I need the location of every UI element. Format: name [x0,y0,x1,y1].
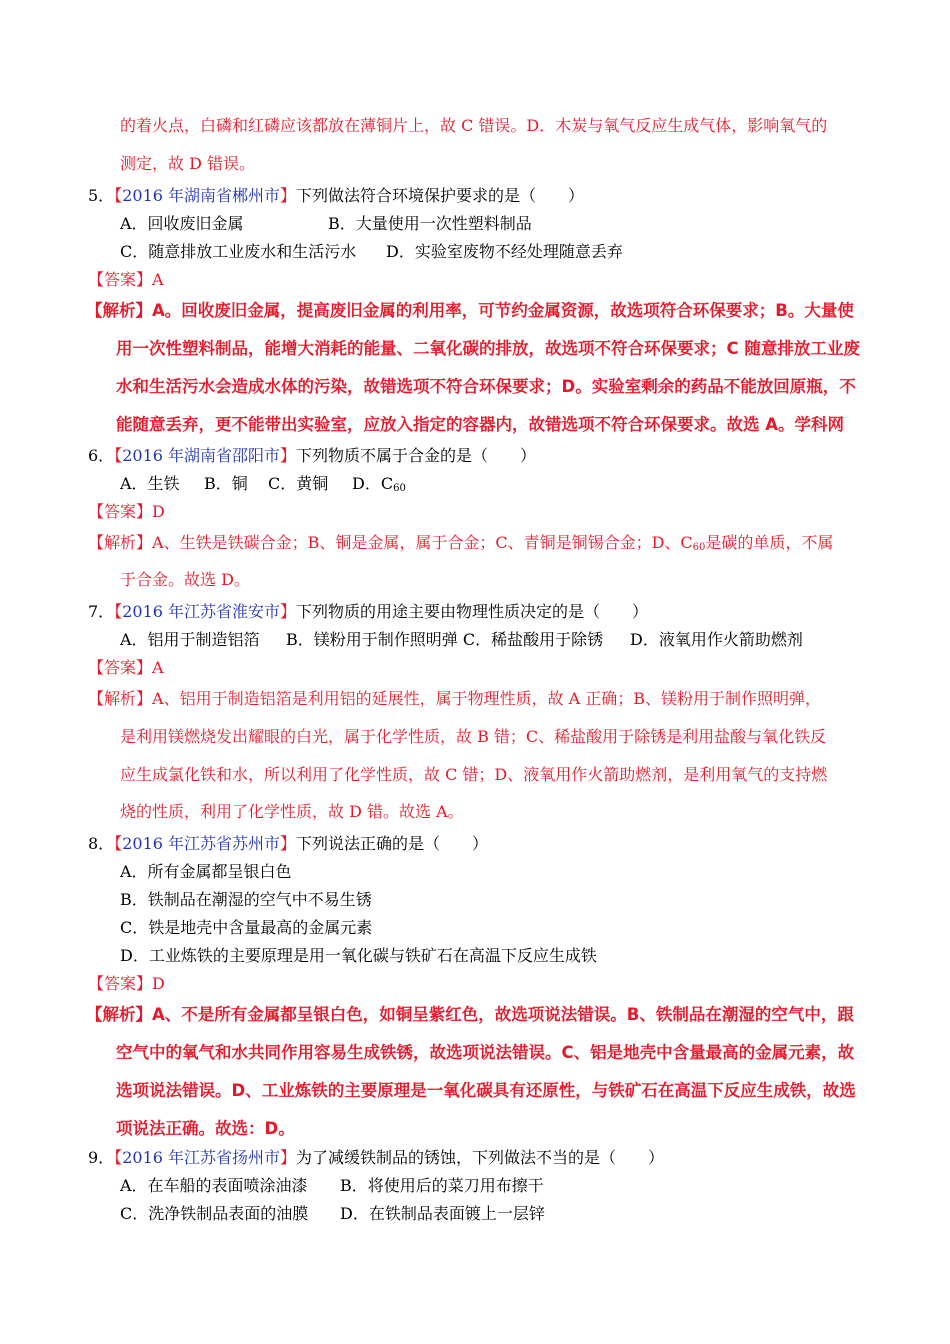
option-b: B．铜 [204,474,248,493]
question-text: 下列物质的用途主要由物理性质决定的是（ ） [296,602,649,621]
option-b: B．将使用后的菜刀用布擦干 [340,1176,544,1195]
answer-value: D [152,502,165,521]
question-5-explanation-line-2: 用一次性塑料制品，能增大消耗的能量、二氧化碳的排放，故选项不符合环保要求；C 随意排放工业废 [116,339,860,358]
option-d: D．液氧用作火箭助燃剂 [630,630,803,649]
question-source: 2016 年湖南省郴州市 [122,186,281,205]
option-a: A．铝用于制造铝箔 [120,630,260,649]
option-d: D．$C_{60}$ [352,474,406,494]
option-b: B．大量使用一次性塑料制品 [328,214,532,233]
question-number: 5． [88,186,115,205]
question-6-explanation-line-2: 于合金。故选 D。 [120,570,250,589]
question-text: 为了减缓铁制品的锈蚀，下列做法不当的是（ ） [296,1148,665,1167]
question-text: 下列说法正确的是（ ） [296,834,489,853]
question-source: 2016 年湖南省邵阳市 [122,446,281,465]
question-7-explanation-line-4: 烧的性质，利用了化学性质，故 D 错。故选 A。 [120,802,464,821]
question-number: 7． [88,602,115,621]
option-a: A．在车船的表面喷涂油漆 [120,1176,308,1195]
question-5-options-row-2 [120,242,623,262]
question-source: 2016 年江苏省淮安市 [122,602,281,621]
option-a: A．回收废旧金属 [120,214,244,233]
question-5-answer: 【答案】A [88,270,164,289]
question-9-options-row-2 [120,1204,545,1224]
prev-explanation-line-2: 测定，故 D 错误。 [120,154,256,173]
question-7-stem: 7．【2016 年江苏省淮安市】下列物质的用途主要由物理性质决定的是（ ） [88,602,649,621]
option-d: D．在铁制品表面镀上一层锌 [340,1204,545,1223]
question-5-explanation-line-3: 水和生活污水会造成水体的污染，故错选项不符合环保要求；D。实验室剩余的药品不能放回原瓶，不 [116,377,856,396]
question-5-explanation-line-4: 能随意丢弃，更不能带出实验室，应放入指定的容器内，故错选项不符合环保要求。故选 A。学科网 [116,415,845,434]
question-6-answer: 【答案】D [88,502,165,521]
answer-value: A [152,270,164,289]
question-7-explanation-line-3: 应生成氯化铁和水，所以利用了化学性质，故 C 错；D、液氧用作火箭助燃剂，是利用氧气的支持燃 [120,765,828,784]
question-7-explanation-line-2: 是利用镁燃烧发出耀眼的白光，属于化学性质，故 B 错；C、稀盐酸用于除锈是利用盐酸与氧化铁反 [120,727,827,746]
question-number: 8． [88,834,115,853]
question-8-explanation-line-1: 【解析】A、不是所有金属都呈银白色，如铜呈紫红色，故选项说法错误。B、铁制品在潮湿的空气中，跟 [86,1005,854,1024]
option-c: C．铁是地壳中含量最高的金属元素 [120,918,373,937]
question-9-options-row-1 [120,1176,544,1196]
question-source: 2016 年江苏省苏州市 [122,834,281,853]
question-8-explanation-line-3: 选项说法错误。D、工业炼铁的主要原理是一氧化碳具有还原性，与铁矿石在高温下反应生成铁，故选 [116,1081,856,1100]
question-5-stem: 5．【2016 年湖南省郴州市】下列做法符合环境保护要求的是（ ） [88,186,585,205]
question-6-stem: 6．【2016 年湖南省邵阳市】下列物质不属于合金的是（ ） [88,446,537,465]
option-c: C．随意排放工业废水和生活污水 [120,242,357,261]
prev-explanation-line-1: 的着火点，白磷和红磷应该都放在薄铜片上，故 C 错误。D．木炭与氧气反应生成气体，影响氧气的 [120,116,828,135]
option-a: A．生铁 [120,474,180,493]
answer-value: A [152,658,164,677]
question-5-explanation-line-1: 【解析】A。回收废旧金属，提高废旧金属的利用率，可节约金属资源，故选项符合环保要求；B。大量使 [86,301,854,320]
option-b: B．铁制品在潮湿的空气中不易生锈 [120,890,372,909]
question-7-explanation-line-1: 【解析】A、铝用于制造铝箔是利用铝的延展性，属于物理性质，故 A 正确；B、镁粉用于制作照明弹， [88,689,822,708]
question-6-options [120,474,406,499]
question-7-options [120,630,803,650]
question-8-stem: 8．【2016 年江苏省苏州市】下列说法正确的是（ ） [88,834,489,853]
question-number: 9． [88,1148,115,1167]
option-d: D．工业炼铁的主要原理是用一氧化碳与铁矿石在高温下反应生成铁 [120,946,597,965]
question-text: 下列物质不属于合金的是（ ） [296,446,537,465]
option-c: C．洗净铁制品表面的油膜 [120,1204,309,1223]
question-9-stem: 9．【2016 年江苏省扬州市】为了减缓铁制品的锈蚀，下列做法不当的是（ ） [88,1148,665,1167]
option-a: A．所有金属都呈银白色 [120,862,292,881]
question-5-options-row-1 [120,214,532,234]
question-number: 6． [88,446,115,465]
question-source: 2016 年江苏省扬州市 [122,1148,281,1167]
option-b-c: B．镁粉用于制作照明弹 C．稀盐酸用于除锈 [286,630,604,649]
answer-value: D [152,974,165,993]
question-text: 下列做法符合环境保护要求的是（ ） [296,186,585,205]
question-6-explanation-line-1: 【解析】A、生铁是铁碳合金；B、铜是金属，属于合金；C、青铜是铜锡合金；D、$C_{60}$是碳的单质，不属 [88,533,834,553]
question-8-answer: 【答案】D [88,974,165,993]
question-7-answer: 【答案】A [88,658,164,677]
question-8-explanation-line-4: 项说法正确。故选：D。 [116,1119,295,1138]
question-8-explanation-line-2: 空气中的氧气和水共同作用容易生成铁锈，故选项说法错误。C、铝是地壳中含量最高的金属元素，故 [116,1043,855,1062]
option-d: D．实验室废物不经处理随意丢弃 [386,242,623,261]
option-c: C．黄铜 [268,474,329,493]
